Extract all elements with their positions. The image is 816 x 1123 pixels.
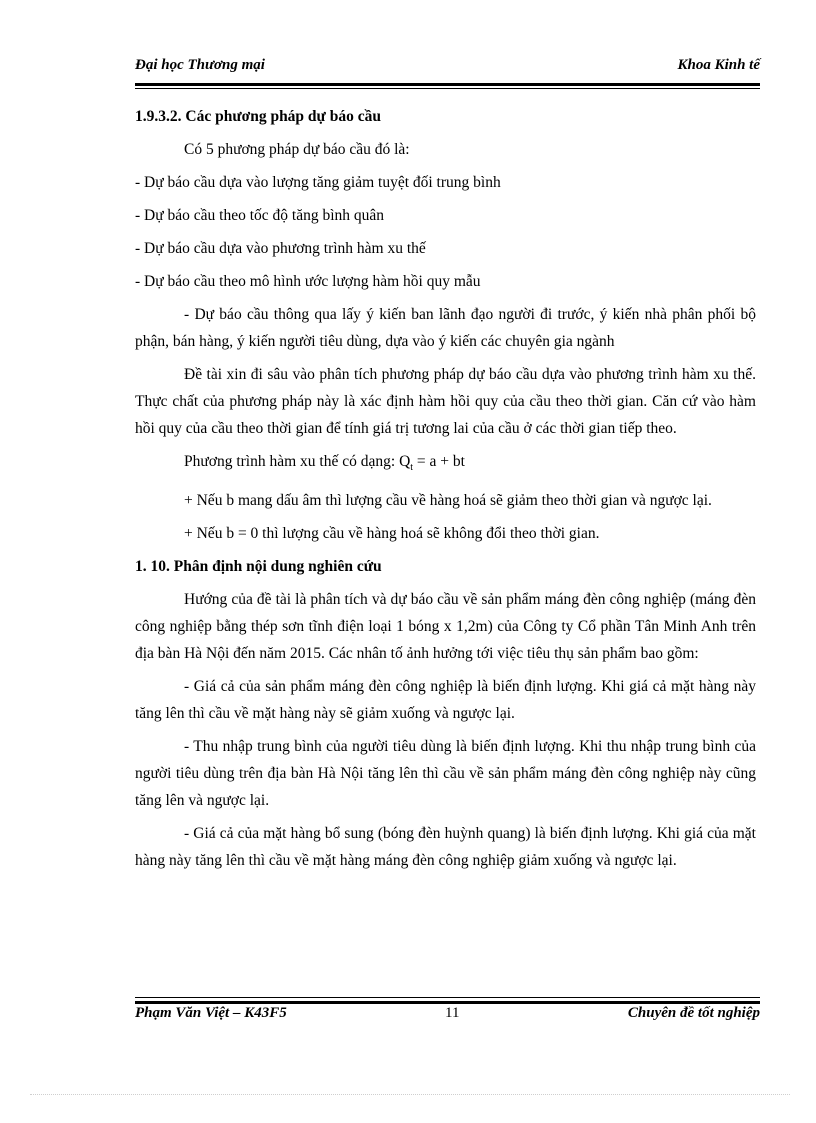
methods-intro: Có 5 phương pháp dự báo cầu đó là: [184,141,410,158]
factor-item: - Thu nhập trung bình của người tiêu dùng là biến định lượng. Khi thu nhập trung bình của người tiêu dùng trên địa bàn Hà Nội tăng lên thì cầu về sản phẩm máng đèn công nghiệp này cũng tăng lên và ngược lại. [135,738,756,810]
equation-q: Q [399,453,411,470]
page-footer [135,1005,760,1029]
factor-item: - Giá cả của mặt hàng bổ sung (bóng đèn huỳnh quang) là biến định lượng. Khi giá của mặt hàng này tăng lên thì cầu về mặt hàng máng đèn công nghiệp giảm xuống và ngược lại. [135,825,756,870]
equation-line [135,448,756,481]
page-body [135,103,756,874]
method-item: - Dự báo cầu theo mô hình ước lượng hàm hồi quy mẫu [135,273,481,290]
footer-rule-thin [135,997,760,998]
page-header [135,55,760,79]
equation-subscript: t [410,462,414,474]
case-negative: + Nếu b mang dấu âm thì lượng cầu về hàng hoá sẽ giảm theo thời gian và ngược lại. [184,492,712,510]
footer-author: Phạm Văn Việt – K43F5 [135,1005,287,1021]
header-university: Đại học Thương mại [135,57,265,73]
equation-rest: = a + bt [413,453,465,470]
method-item: - Dự báo cầu theo tốc độ tăng bình quân [135,207,385,224]
header-rule-thin [135,88,760,89]
header-rule-thick [135,83,760,86]
footer-rule-thick [135,1001,760,1004]
focus-paragraph: Đề tài xin đi sâu vào phân tích phương pháp dự báo cầu dựa vào phương trình hàm xu thế. Thực chất của phương pháp này là xác định hàm hồi quy của cầu theo thời gian. Căn cứ vào hàm hồi quy của cầu theo thời gian để tính giá trị tương lai của cầu ở các thời gian tiếp theo. [135,366,756,437]
header-faculty: Khoa Kinh tế [677,57,760,73]
method-item: - Dự báo cầu thông qua lấy ý kiến ban lãnh đạo người đi trước, ý kiến nhà phân phối bộ phận, bán hàng, ý kiến người tiêu dùng, dựa vào ý kiến các chuyên gia ngành [135,306,756,350]
section2-intro: Hướng của đề tài là phân tích và dự báo cầu về sản phẩm máng đèn công nghiệp (máng đèn công nghiệp bằng thép sơn tĩnh điện loại 1 bóng x 1,2m) của Công ty Cổ phần Tân Minh Anh trên địa bàn Hà Nội đến năm 2015. Các nhân tố ảnh hưởng tới việc tiêu thụ sản phẩm bao gồm: [135,591,756,663]
page-number: 11 [445,1005,460,1021]
page-boundary-dotted-line [30,1094,790,1095]
equation-lead: Phương trình hàm xu thế có dạng: [184,453,400,470]
factor-item: - Giá cả của sản phẩm máng đèn công nghiệp là biến định lượng. Khi giá cả mặt hàng này tăng lên thì cầu về mặt hàng này sẽ giảm xuống và ngược lại. [135,678,756,723]
method-item: - Dự báo cầu dựa vào phương trình hàm xu thế [135,240,426,257]
section-title: 1.9.3.2. Các phương pháp dự báo cầu [135,108,381,125]
footer-doc-type: Chuyên đề tốt nghiệp [627,1005,760,1021]
section2-title: 1. 10. Phân định nội dung nghiên cứu [135,558,382,576]
case-zero: + Nếu b = 0 thì lượng cầu về hàng hoá sẽ không đổi theo thời gian. [184,525,600,543]
method-item: - Dự báo cầu dựa vào lượng tăng giảm tuyệt đối trung bình [135,174,501,191]
